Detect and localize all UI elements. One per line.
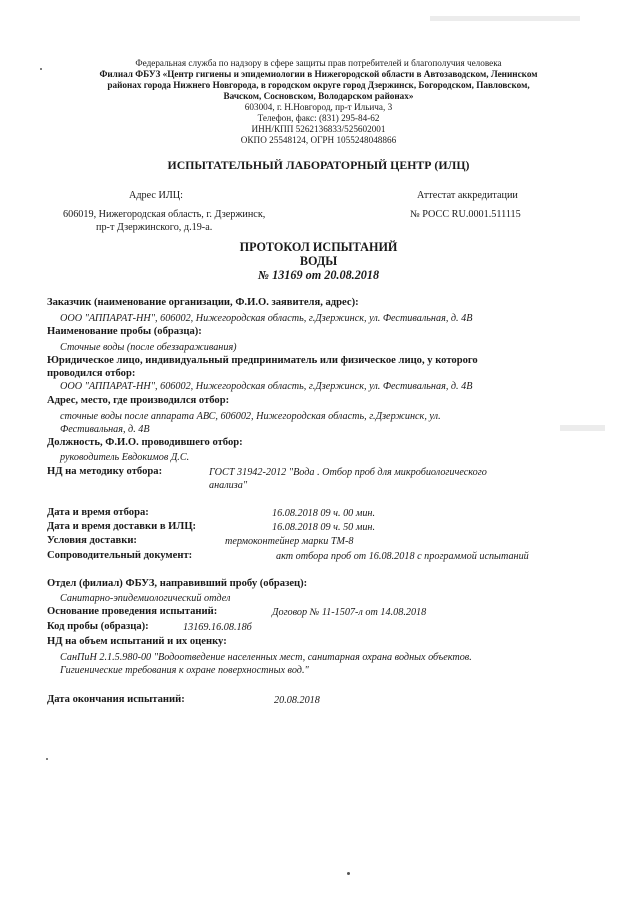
protocol-number: № 13169 от 20.08.2018: [257, 268, 380, 282]
scan-speck: [46, 758, 48, 760]
sampler-label: Должность, Ф.И.О. проводившего отбор:: [47, 437, 243, 448]
accompanying-doc-value: акт отбора проб от 16.08.2018 с программой испытаний: [276, 551, 529, 562]
agency-line: Федеральная служба по надзору в сфере защиты прав потребителей и благополучия человека: [135, 58, 502, 68]
scan-speck: [40, 68, 42, 70]
method-value-2: анализа": [209, 480, 248, 491]
sample-name-label: Наименование пробы (образца):: [47, 326, 202, 337]
end-date-value: 20.08.2018: [274, 695, 320, 706]
sampling-time-label: Дата и время отбора:: [47, 507, 149, 518]
sample-code-label: Код пробы (образца):: [47, 621, 149, 632]
org-okpo: ОКПО 25548124, ОГРН 1055248048866: [240, 135, 397, 145]
customer-value: ООО "АППАРАТ-НН", 606002, Нижегородская область, г.Дзержинск, ул. Фестивальная, д. 4В: [60, 313, 473, 324]
sample-code-value: 13169.16.08.18б: [183, 622, 252, 633]
lab-center-title: ИСПЫТАТЕЛЬНЫЙ ЛАБОРАТОРНЫЙ ЦЕНТР (ИЛЦ): [167, 158, 470, 172]
delivery-time-value: 16.08.2018 09 ч. 50 мин.: [272, 522, 376, 533]
delivery-conditions-label: Условия доставки:: [47, 535, 137, 546]
delivery-conditions-value: термоконтейнер марки ТМ-8: [225, 536, 354, 547]
end-date-label: Дата окончания испытаний:: [47, 694, 185, 705]
branch-line-1: Филиал ФБУЗ «Центр гигиены и эпидемиологии в Нижегородской области в Автозаводском, Ленинском: [99, 69, 538, 79]
scan-bleed-right: [560, 425, 605, 431]
scan-speck: [347, 872, 350, 875]
norms-value-2: Гигиенические требования к охране поверхностных вод.": [60, 665, 309, 676]
branch-line-2: районах города Нижнего Новгорода, в городском округе город Дзержинск, Богородском, Павловском,: [107, 80, 530, 90]
norms-label: НД на объем испытаний и их оценку:: [47, 636, 227, 647]
branch-line-3: Вачском, Сосновском, Володарском районах»: [223, 91, 414, 101]
accompanying-doc-label: Сопроводительный документ:: [47, 550, 193, 561]
accreditation-label: Аттестат аккредитации: [417, 190, 518, 201]
lab-address-line-2: пр-т Дзержинского, д.19-а.: [96, 222, 213, 233]
method-label: НД на методику отбора:: [47, 466, 163, 477]
scan-bleed-top: [430, 16, 580, 21]
basis-value: Договор № 11-1507-л от 14.08.2018: [272, 607, 427, 618]
basis-label: Основание проведения испытаний:: [47, 606, 218, 617]
department-value: Санитарно-эпидемиологический отдел: [60, 593, 231, 604]
org-address: 603004, г. Н.Новгород, пр-т Ильича, 3: [244, 102, 393, 112]
protocol-subject: ВОДЫ: [299, 254, 338, 268]
norms-value-1: СанПиН 2.1.5.980-00 "Водоотведение населенных мест, санитарная охрана водных объектов.: [60, 652, 472, 663]
place-value-1: сточные воды после аппарата АВС, 606002, Нижегородская область, г.Дзержинск, ул.: [60, 411, 441, 422]
lab-address-label: Адрес ИЛЦ:: [129, 190, 183, 201]
sampler-value: руководитель Евдокимов Д.С.: [60, 452, 190, 463]
method-value-1: ГОСТ 31942-2012 "Вода . Отбор проб для микробиологического: [209, 467, 487, 478]
lab-address-line-1: 606019, Нижегородская область, г. Дзержинск,: [63, 209, 266, 220]
sampling-time-value: 16.08.2018 09 ч. 00 мин.: [272, 508, 376, 519]
delivery-time-label: Дата и время доставки в ИЛЦ:: [47, 521, 197, 532]
org-inn: ИНН/КПП 5262136833/525602001: [251, 124, 386, 134]
customer-label: Заказчик (наименование организации, Ф.И.О. заявителя, адрес):: [47, 297, 359, 308]
sample-name-value: Сточные воды (после обеззараживания): [60, 342, 237, 353]
sampled-entity-label-2: проводился отбор:: [47, 368, 136, 379]
accreditation-number: № РОСС RU.0001.511115: [410, 209, 521, 220]
sampled-entity-label-1: Юридическое лицо, индивидуальный предприниматель или физическое лицо, у которого: [47, 355, 478, 366]
department-label: Отдел (филиал) ФБУЗ, направивший пробу (образец):: [47, 578, 308, 589]
place-value-2: Фестивальная, д. 4В: [60, 424, 150, 435]
protocol-title: ПРОТОКОЛ ИСПЫТАНИЙ: [239, 240, 398, 254]
org-phone: Телефон, факс: (831) 295-84-62: [257, 113, 380, 123]
sampled-entity-value: ООО "АППАРАТ-НН", 606002, Нижегородская область, г.Дзержинск, ул. Фестивальная, д. 4В: [60, 381, 473, 392]
place-label: Адрес, место, где производился отбор:: [47, 395, 230, 406]
